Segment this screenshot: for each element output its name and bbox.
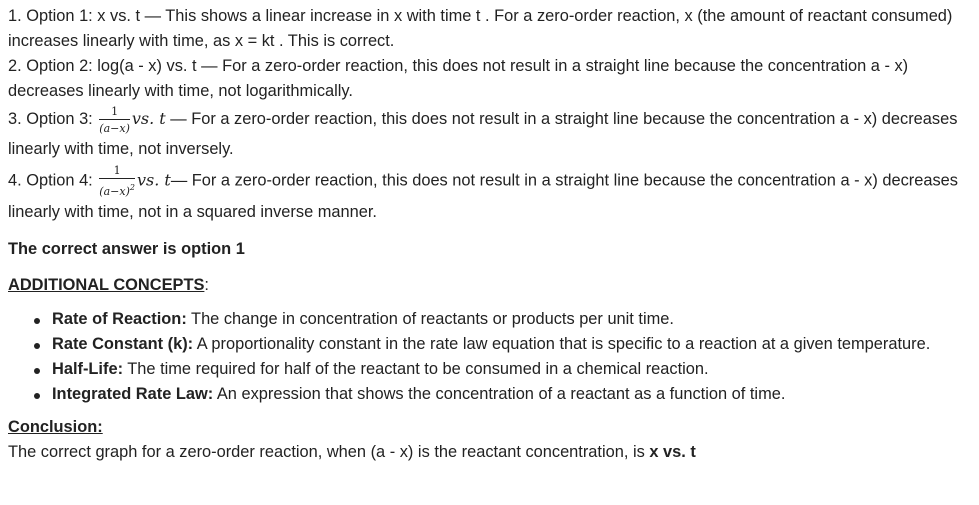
concept-description: An expression that shows the concentration of a reactant as a function of time. — [213, 384, 786, 403]
option-2-explanation — [8, 54, 971, 104]
additional-concepts-heading: ADDITIONAL CONCEPTS — [8, 275, 205, 294]
option-3-fraction — [99, 105, 130, 135]
option-3-lead: 3. Option 3: — [8, 110, 98, 128]
option-3-text: For a zero-order reaction, this does not result in a straight line because the concentration a - x) decreases linearly with time, not inversely. — [8, 110, 958, 158]
list-item — [52, 382, 971, 407]
option-1-lead: 1. Option 1: x vs. t — [8, 7, 141, 25]
concept-description: The change in concentration of reactants or products per unit time. — [186, 309, 674, 328]
concept-term: Rate Constant (k): — [52, 334, 194, 353]
concept-description: A proportionality constant in the rate law equation that is specific to a reaction at a given temperature. — [193, 334, 931, 353]
option-3-frac-numerator: 1 — [99, 105, 130, 120]
correct-answer: The correct answer is option 1 — [8, 239, 245, 258]
concept-term: Rate of Reaction: — [52, 309, 187, 328]
option-1-text: This shows a linear increase in x with time t . For a zero-order reaction, x (the amount of reactant consumed) increases linearly with time, as x = kt . This is correct. — [8, 7, 953, 50]
additional-concepts-heading-line — [8, 273, 971, 298]
conclusion-text — [8, 440, 971, 465]
option-3-frac-denominator: (a−x) — [99, 121, 130, 135]
option-4-fraction — [99, 164, 135, 198]
list-item — [52, 357, 971, 382]
option-4-frac-den-base: (a−x) — [99, 184, 130, 198]
concept-description: The time required for half of the reactant to be consumed in a chemical reaction. — [123, 359, 709, 378]
additional-concepts-colon: : — [204, 275, 209, 294]
option-2-text: For a zero-order reaction, this does not result in a straight line because the concentration a - x) decreases linearly with time, not logarithmically. — [8, 57, 909, 100]
option-4-math-tail: vs. t — [136, 170, 171, 189]
option-2-lead: 2. Option 2: log(a - x) vs. t — [8, 57, 197, 75]
list-item — [52, 307, 971, 332]
option-4-lead: 4. Option 4: — [8, 171, 98, 189]
concepts-list — [8, 307, 971, 407]
option-2-dash: — — [196, 57, 223, 75]
conclusion-answer: x vs. t — [649, 442, 696, 461]
conclusion-body: The correct graph for a zero-order reaction, when (a - x) is the reactant concentration, is — [8, 442, 650, 461]
option-3-math-tail: vs. t — [131, 109, 166, 128]
option-3-dash: — — [165, 110, 192, 128]
concept-term: Half-Life: — [52, 359, 124, 378]
option-4-frac-exponent: 2 — [129, 182, 135, 192]
option-3-explanation — [8, 104, 971, 164]
option-1-dash: — — [140, 7, 166, 25]
option-1-explanation — [8, 4, 971, 54]
option-4-dash: — — [170, 171, 192, 189]
concept-term: Integrated Rate Law: — [52, 384, 214, 403]
list-item — [52, 332, 971, 357]
option-4-text: For a zero-order reaction, this does not result in a straight line because the concentration a - x) decreases linearly with time, not in a squared inverse manner. — [8, 171, 958, 221]
option-4-frac-denominator — [99, 179, 135, 198]
conclusion-heading: Conclusion: — [8, 417, 103, 436]
option-4-explanation — [8, 164, 971, 227]
option-4-frac-numerator: 1 — [99, 164, 135, 179]
